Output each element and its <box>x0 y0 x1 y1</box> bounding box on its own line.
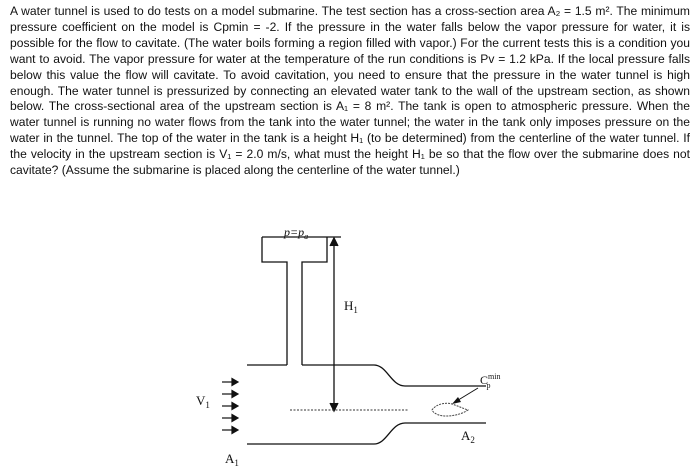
area2-label: $A_2$ <box>461 428 475 445</box>
velocity-label: $V_1$ <box>196 393 210 410</box>
tunnel-upper-wall <box>247 365 486 386</box>
tank-outline <box>262 237 327 365</box>
cp-min-label: $C^{min}$ p <box>480 372 501 390</box>
area1-label: $A_1$ <box>225 451 239 467</box>
height-arrow-top <box>330 238 338 246</box>
submarine-model <box>432 403 468 416</box>
tank-pressure-label: $p=p_a$ <box>284 225 309 241</box>
height-label: $H_1$ <box>344 298 358 315</box>
tunnel-lower-wall <box>247 423 486 444</box>
problem-statement: A water tunnel is used to do tests on a model submarine. The test section has a cross-section area A₂ = 1.5 m². The minimum pressure coefficient on the model is Cpmin = -2. If the pressure in the water falls below the vapor pressure for water, it is possible for the flow to cavitate. (The water boils forming a region filled with vapor.) For the current tests this is a condition you want to avoid. The vapor pressure for water at the temperature of the run conditions is Pv = 1.2 kPa. If the local pressure falls below this value the flow will cavitate. To avoid cavitation, you need to ensure that the pressure in the water tunnel is high enough. The water tunnel is pressurized by connecting an elevated water tank to the wall of the upstream section, as shown below. The cross-sectional area of the upstream section is A₁ = 8 m². The tank is open to atmospheric pressure. When the water tunnel is running no water flows from the tank into the water tunnel; the water in the tank only imposes pressure on the water in the tunnel. The top of the water in the tank is a height H₁ (to be determined) from the centerline of the water tunnel. If the velocity in the upstream section is V₁ = 2.0 m/s, what must the height H₁ be so that the flow over the submarine does not cavitate? (Assume the submarine is placed along the centerline of the water tunnel.) <box>10 4 690 178</box>
inflow-arrows <box>222 379 238 434</box>
